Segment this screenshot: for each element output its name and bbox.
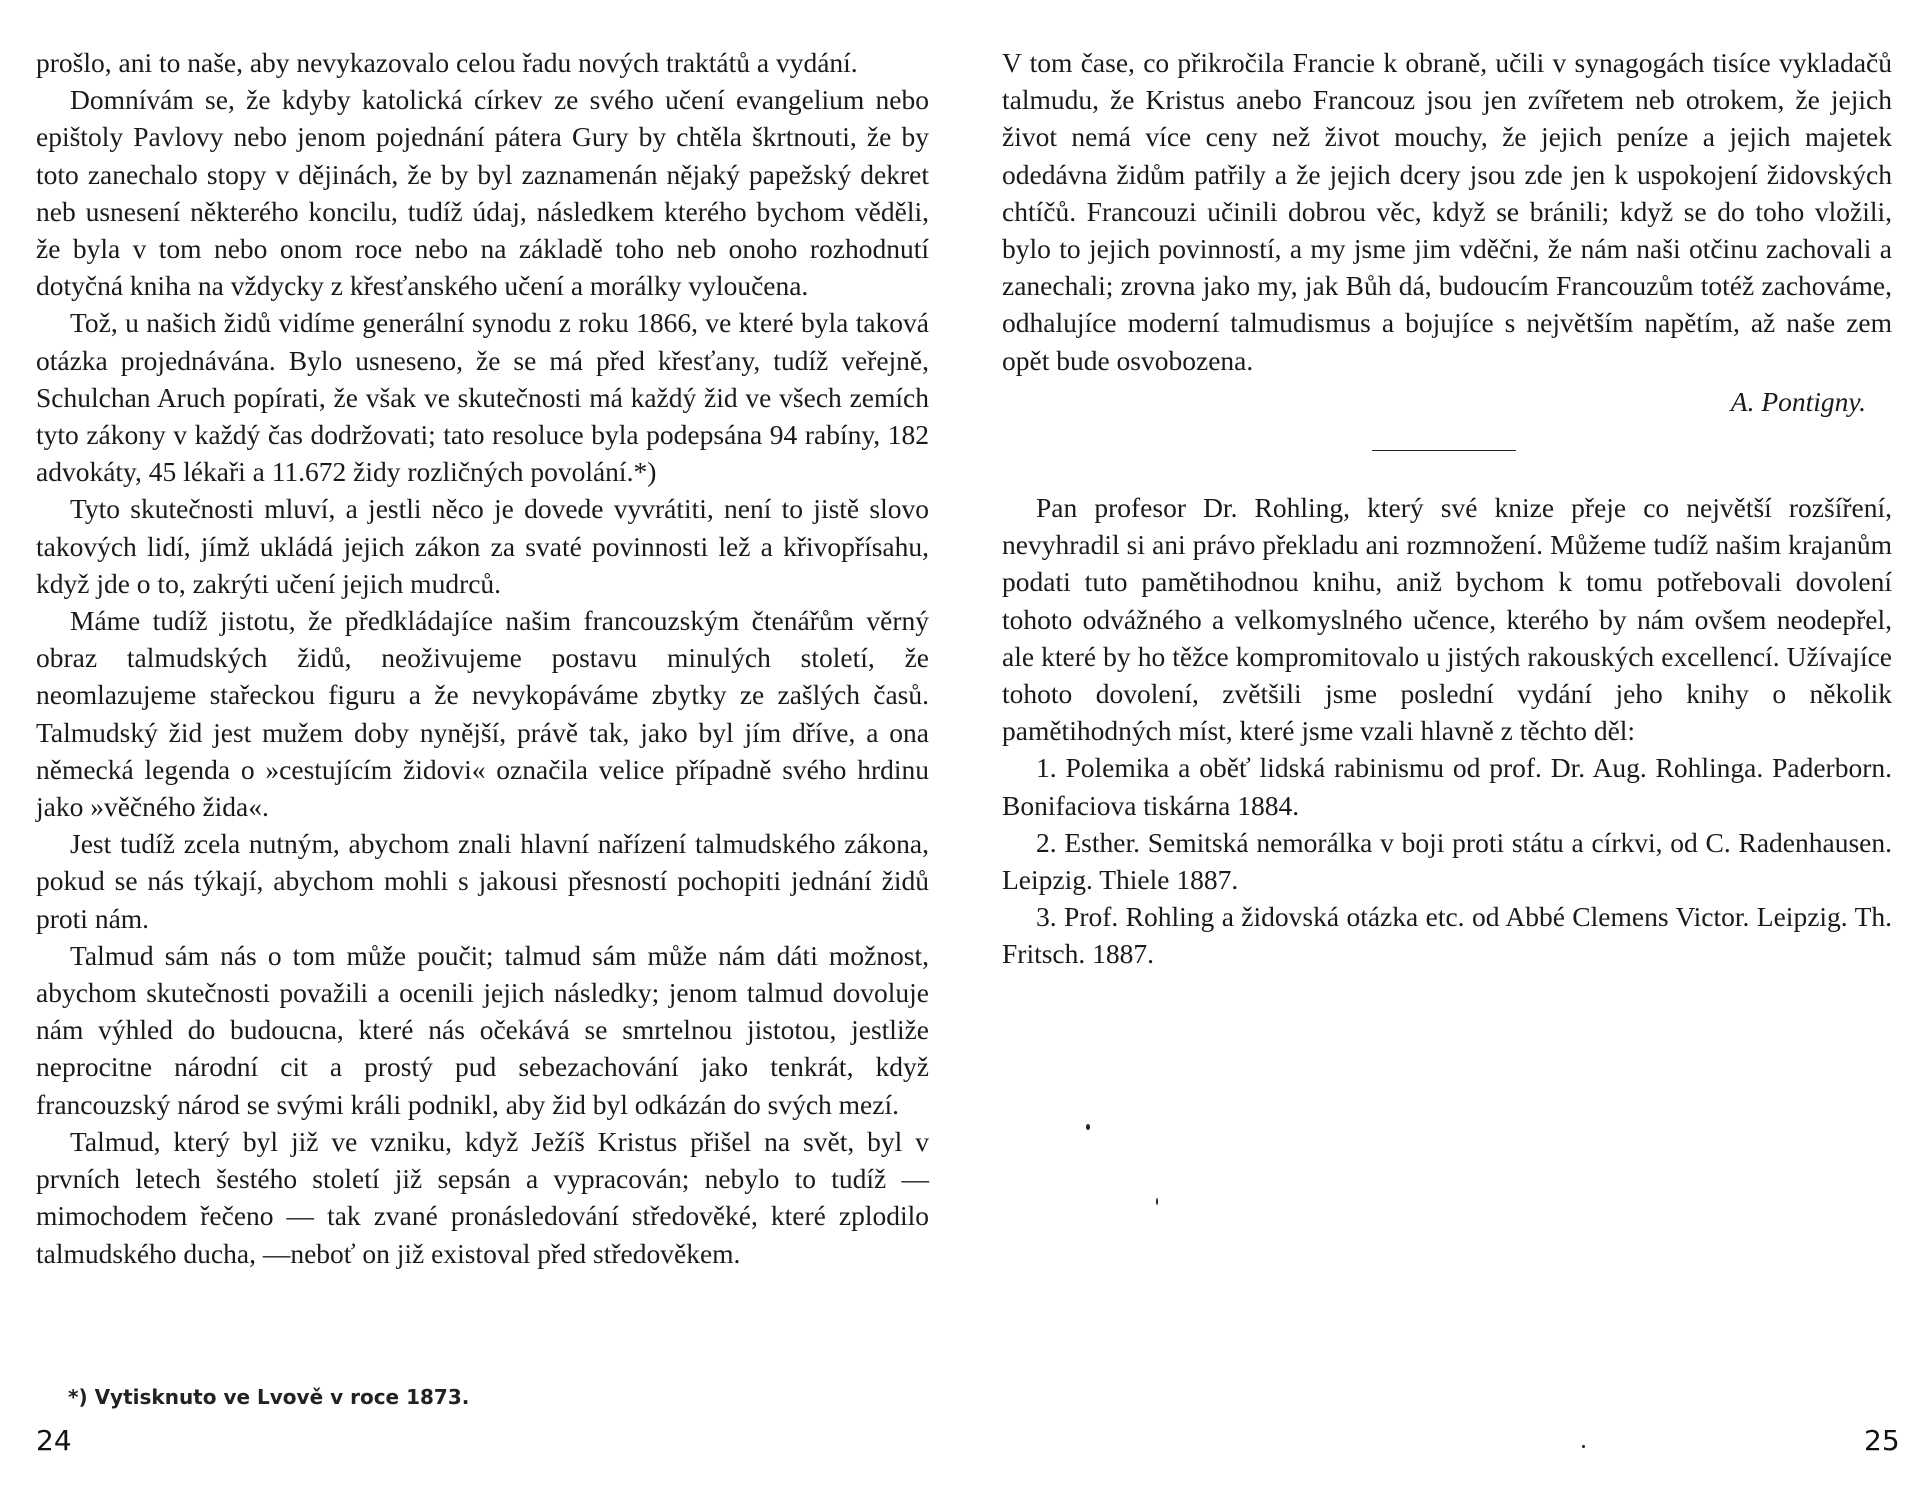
paragraph: Pan profesor Dr. Rohling, který své knize přeje co největší rozšíření, nevyhradil si ani právo překladu ani rozmnožení. Můžeme tudíž našim krajanům podati tuto pamětihodnou knihu, aniž bychom k tomu potřebovali dovolení tohoto odvážného a velkomyslného učence, kterého by nám ovšem neodepřel, ale které by ho těžce kompromitovalo u jistých rakouských excellencí. Užívajíce tohoto dovolení, zvětšili jsme poslední vydání jeho knihy o několik pamětihodných míst, které jsme vzali hlavně z těchto děl: <box>1002 492 1892 747</box>
left-page-text-column <box>36 44 929 1272</box>
source-list-item: 3. Prof. Rohling a židovská otázka etc. od Abbé Clemens Victor. Leipzig. Th. Fritsch. 1887. <box>1002 901 1892 970</box>
paragraph: Tož, u našich židů vidíme generální synodu z roku 1866, ve které byla taková otázka projednávána. Bylo usneseno, že se má před křesťany, tudíž veřejně, Schulchan Aruch popírati, že však ve skutečnosti má každý žid ve všech zemích tyto zákony v každý čas dodržovati; tato resoluce byla podepsána 94 rabíny, 182 advokáty, 45 lékaři a 11.672 židy rozličných povolání.*) <box>36 307 929 488</box>
section-divider <box>1372 450 1516 451</box>
paragraph: V tom čase, co přikročila Francie k obraně, učili v synagogách tisíce vykladačů talmudu, že Kristus anebo Francouz jsou jen zvířetem neb otrokem, že jejich život nemá více ceny než život mouchy, že jejich peníze a jejich majetek odedávna židům patřily a že jejich dcery jsou zde jen k uspokojení židovských chtíčů. Francouzi učinili dobrou věc, když se bránili; když se do toho vložili, bylo to jejich povinností, a my jsme jim vděčni, že nám naši otčinu zachovali a zanechali; zrovna jako my, jak Bůh dá, budoucím Francouzům totéž zachováme, odhalujíce moderní talmudismus a bojujíce s největším napětím, až naše zem opět bude osvobozena. <box>1002 47 1892 376</box>
print-speck <box>1156 1198 1158 1205</box>
paragraph: Máme tudíž jistotu, že předkládajíce našim francouzským čtenářům věrný obraz talmudských židů, neoživujeme postavu minulých století, že neomlazujeme stařeckou figuru a že nevykopáváme zbytky ze zašlých časů. Talmudský žid jest mužem doby nynější, právě tak, jako byl jím dříve, a ona německá legenda o »cestujícím židovi« označila velice případně svého hrdinu jako »věčného žida«. <box>36 605 929 823</box>
print-speck <box>1086 1124 1090 1130</box>
paragraph: Domnívám se, že kdyby katolická církev ze svého učení evangelium nebo epištoly Pavlovy nebo jenom pojednání pátera Gury by chtěla škrtnouti, že by toto zanechalo stopy v dějinách, že by byl zaznamenán nějaký papežský dekret neb usnesení některého koncilu, tudíž údaj, následkem kterého bychom věděli, že byla v tom nebo onom roce nebo na základě toho neb onoho rozhodnutí dotyčná kniha na vždycky z křesťanského učení a morálky vyloučena. <box>36 84 929 302</box>
source-list-item: 2. Esther. Semitská nemorálka v boji proti státu a církvi, od C. Radenhausen. Leipzig. Thiele 1887. <box>1002 826 1892 896</box>
paragraph: Talmud sám nás o tom může poučit; talmud sám může nám dáti možnost, abychom skutečnosti považili a ocenili jejich následky; jenom talmud dovoluje nám výhled do budoucna, které nás očekává se smrtelnou jistotou, jestliže neprocitne národní cit a prostý pud sebezachování jako tenkrát, když francouzský národ se svými králi podnikl, aby žid byl odkázán do svých mezí. <box>36 939 929 1120</box>
paragraph: Jest tudíž zcela nutným, abychom znali hlavní nařízení talmudského zákona, pokud se nás týkají, abychom mohli s jakousi přesností pochopiti jednání židů proti nám. <box>36 828 929 934</box>
right-page-text-column <box>1002 44 1892 973</box>
author-signature: A. Pontigny. <box>1730 385 1866 417</box>
source-list-item: 1. Polemika a oběť lidská rabinismu od prof. Dr. Aug. Rohlinga. Paderborn. Bonifaciova tiskárna 1884. <box>1002 752 1892 821</box>
page-number-left: 24 <box>36 1424 72 1457</box>
footnote: *) Vytisknuto ve Lvově v roce 1873. <box>68 1385 470 1409</box>
paragraph: prošlo, ani to naše, aby nevykazovalo celou řadu nových traktátů a vydání. <box>36 47 858 78</box>
paragraph: Talmud, který byl již ve vzniku, když Ježíš Kristus přišel na svět, byl v prvních letech šestého století již sepsán a vypracován; nebylo to tudíž — mimochodem řečeno — tak zvané pronásledování středověké, které zplodilo talmudského ducha, —neboť on již existoval před středověkem. <box>36 1125 929 1269</box>
page-number-right: 25 <box>1864 1424 1900 1457</box>
print-speck <box>1582 1445 1585 1448</box>
paragraph: Tyto skutečnosti mluví, a jestli něco je dovede vyvrátiti, není to jistě slovo takových lidí, jímž ukládá jejich zákon za svaté povinnosti lež a křivopřísahu, když jde o to, zakrýti učení jejich mudrců. <box>36 493 929 599</box>
